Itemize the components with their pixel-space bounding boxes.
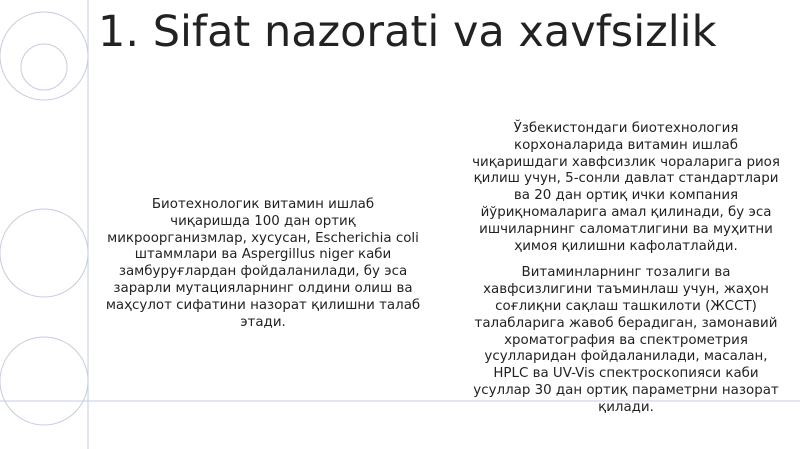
slide-title: 1. Sifat nazorati va xavfsizlik — [98, 7, 717, 57]
small-circle-top — [21, 44, 67, 90]
left-paragraph: Биотехнологик витамин ишлаб чиқаришда 100 дан ортиқ микроорганизмлар, хусусан, Escherichia coli штаммлари ва Aspergillus niger каби замбуруғлардан фойдаланилади, бу эса зарарли мутацияларнинг олдини олиш ва маҳсулот сифатини назорат қилишни талаб этади. — [105, 197, 421, 330]
right-paragraph-1: Ўзбекистондаги биотехнология корхоналарида витамин ишлаб чиқаришдаги хавфсизлик чораларига риоя қилиш учун, 5-сонли давлат стандартлари ва 20 дан ортиқ ички компания йўриқномаларига амал қилинади, бу эса ишчиларнинг саломатлигини ва муҳитни ҳимоя қилишни кафолатлайди. — [472, 121, 780, 254]
right-text-column — [455, 121, 797, 417]
right-paragraph-2: Витаминларнинг тозалиги ва хавфсизлигини таъминлаш учун, жаҳон соғлиқни сақлаш ташкилоти (ЖССТ) талабларига жавоб берадиган, замонавий хроматография ва спектрометрия усулларидан фойдаланилади, масалан, HPLC ва UV-Vis спектроскопияси каби усуллар 30 дан ортиқ параметрни назорат қилади. — [473, 265, 779, 415]
left-text-column — [92, 197, 434, 331]
large-circle-top — [0, 12, 88, 100]
large-circle-bottom — [0, 209, 88, 297]
small-circle-bottom — [0, 337, 88, 425]
